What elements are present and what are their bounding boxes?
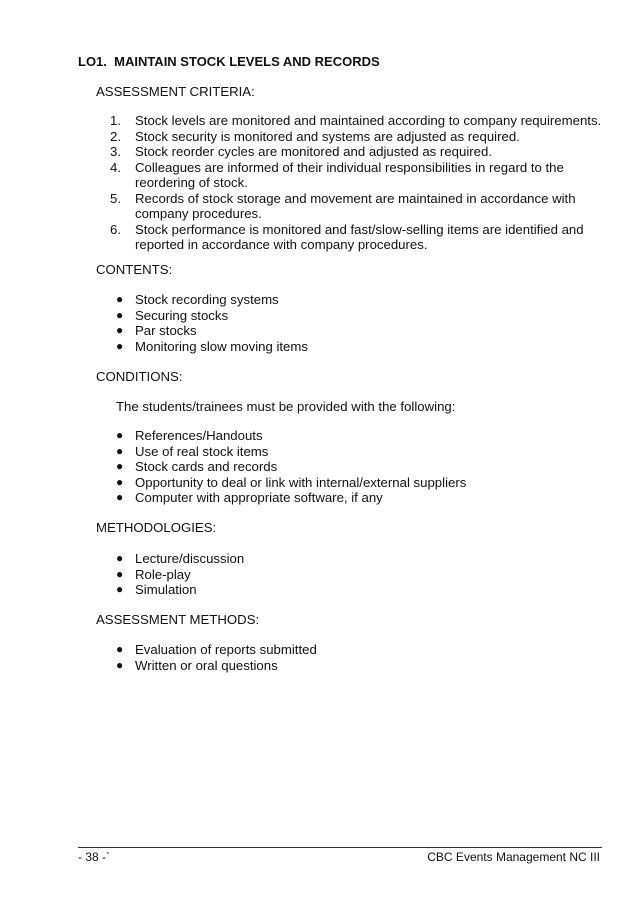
assessment-criteria-list xyxy=(110,113,610,253)
bullet-icon: ● xyxy=(116,459,124,473)
conditions-list xyxy=(116,428,466,506)
assessment-methods-list xyxy=(116,642,317,673)
criteria-number: 2. xyxy=(110,128,121,144)
list-item-text: Written or oral questions xyxy=(135,657,278,673)
list-item-text: Stock cards and records xyxy=(135,459,278,474)
bullet-icon: ● xyxy=(116,642,124,656)
criteria-number: 3. xyxy=(110,144,121,159)
criteria-number: 4. xyxy=(110,159,121,175)
criteria-number: 5. xyxy=(110,190,121,206)
assessment-criteria-heading: ASSESSMENT CRITERIA: xyxy=(96,84,255,99)
criteria-text: Stock levels are monitored and maintained according to company requirements. xyxy=(135,113,602,128)
list-item xyxy=(116,658,317,674)
list-item xyxy=(116,642,317,658)
list-item xyxy=(116,475,466,491)
criteria-number: 1. xyxy=(110,113,121,128)
bullet-icon: ● xyxy=(116,657,124,672)
list-item xyxy=(116,551,244,567)
list-item xyxy=(116,339,308,355)
bullet-icon: ● xyxy=(116,582,124,596)
list-item xyxy=(116,582,244,598)
list-item-text: Lecture/discussion xyxy=(135,551,245,566)
contents-list xyxy=(116,292,308,354)
list-item-text: Monitoring slow moving items xyxy=(135,338,308,354)
list-item xyxy=(116,428,466,444)
criteria-text: Colleagues are informed of their individual responsibilities in regard to the reordering of stock. xyxy=(135,159,564,190)
conditions-heading: CONDITIONS: xyxy=(96,369,183,384)
list-item xyxy=(116,292,308,308)
list-item-text: Simulation xyxy=(135,582,197,597)
bullet-icon: ● xyxy=(116,307,124,322)
list-item-text: Evaluation of reports submitted xyxy=(135,642,317,657)
list-item-text: Opportunity to deal or link with internal/external suppliers xyxy=(135,474,467,490)
criteria-text: Stock reorder cycles are monitored and adjusted as required. xyxy=(135,144,492,159)
criteria-item xyxy=(110,113,610,129)
list-item xyxy=(116,490,466,506)
list-item-text: Stock recording systems xyxy=(135,292,279,307)
list-item-text: Use of real stock items xyxy=(135,443,269,459)
list-item xyxy=(116,444,466,460)
list-item-text: References/Handouts xyxy=(135,428,263,443)
list-item-text: Computer with appropriate software, if any xyxy=(135,490,383,505)
list-item xyxy=(116,459,466,475)
list-item-text: Securing stocks xyxy=(135,307,229,323)
bullet-icon: ● xyxy=(116,490,124,504)
bullet-icon: ● xyxy=(116,566,124,581)
bullet-icon: ● xyxy=(116,338,124,353)
bullet-icon: ● xyxy=(116,551,124,565)
page-number: - 38 -` xyxy=(78,850,111,864)
contents-heading: CONTENTS: xyxy=(96,262,173,277)
document-name: CBC Events Management NC III xyxy=(427,850,600,864)
methodologies-heading: METHODOLOGIES: xyxy=(96,520,217,535)
criteria-item xyxy=(110,222,610,253)
footer-divider xyxy=(78,847,602,848)
criteria-number: 6. xyxy=(110,221,121,237)
list-item-text: Role-play xyxy=(135,566,191,582)
list-item-text: Par stocks xyxy=(135,323,197,338)
assessment-methods-heading: ASSESSMENT METHODS: xyxy=(96,612,260,627)
bullet-icon: ● xyxy=(116,474,124,489)
bullet-icon: ● xyxy=(116,443,124,458)
methodologies-list xyxy=(116,551,244,598)
criteria-item xyxy=(110,160,610,191)
list-item xyxy=(116,308,308,324)
list-item xyxy=(116,323,308,339)
criteria-text: Records of stock storage and movement are maintained in accordance with company procedures. xyxy=(135,190,576,221)
criteria-item xyxy=(110,191,610,222)
criteria-text: Stock performance is monitored and fast/slow-selling items are identified and reported in accordance with company procedures. xyxy=(135,221,584,252)
bullet-icon: ● xyxy=(116,292,124,306)
criteria-text: Stock security is monitored and systems are adjusted as required. xyxy=(135,128,520,144)
list-item xyxy=(116,567,244,583)
bullet-icon: ● xyxy=(116,323,124,337)
page-title: LO1. MAINTAIN STOCK LEVELS AND RECORDS xyxy=(78,54,380,69)
conditions-intro: The students/trainees must be provided with the following: xyxy=(116,399,456,414)
bullet-icon: ● xyxy=(116,428,124,442)
criteria-item xyxy=(110,129,610,145)
criteria-item xyxy=(110,144,610,160)
